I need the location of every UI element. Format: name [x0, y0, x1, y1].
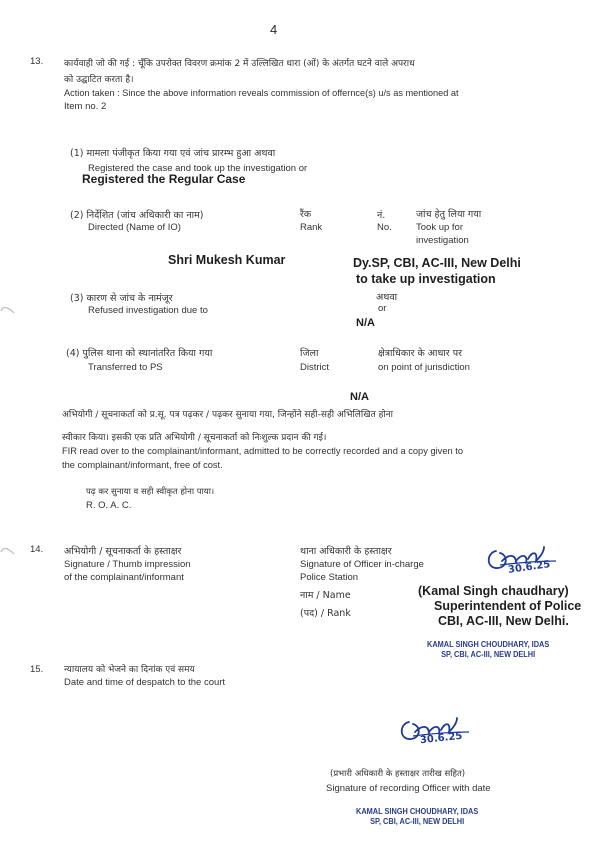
item-14-mid-english-1: Signature of Officer in-charge: [300, 559, 424, 570]
fir-hindi-line2: स्वीकार किया। इसकी एक प्रति अभियोगी / सूचनाकर्ता को निःशुल्क प्रदान की गई।: [62, 433, 327, 443]
sub3-value: N/A: [356, 317, 375, 329]
fir-english-line2: the complainant/informant, free of cost.: [62, 460, 223, 470]
item-14-mid-english-2: Police Station: [300, 572, 359, 583]
scan-edge-mark-bottom: [0, 541, 16, 560]
sub2-took-english-2: investigation: [416, 235, 469, 246]
officer-stamp-2-line1: KAMAL SINGH CHOUDHARY, IDAS: [356, 807, 479, 816]
sub2-hindi: (2) निर्देशित (जांच अधिकारी का नाम): [70, 210, 204, 221]
item-13-english-line2: Item no. 2: [64, 101, 107, 112]
officer-stamp-1-line2: SP, CBI, AC-III, NEW DELHI: [441, 650, 536, 659]
officer-name: (Kamal Singh chaudhary): [418, 584, 569, 598]
sub1-bold-registered: Registered the Regular Case: [82, 172, 246, 186]
sub1-english: Registered the case and took up the investigation or: [88, 163, 308, 174]
item-15-english: Date and time of despatch to the court: [64, 677, 226, 688]
sub4-district-english: District: [300, 362, 330, 373]
sub4-jurisdiction-hindi: क्षेत्राधिकार के आधार पर: [378, 348, 462, 359]
sub1-hindi: (1) मामला पंजीकृत किया गया एवं जांच प्रारम्भ हुआ अथवा: [70, 148, 276, 159]
officer-stamp-2-line2: SP, CBI, AC-III, NEW DELHI: [370, 817, 465, 826]
sub4-value: N/A: [350, 391, 369, 403]
fir-english-line1: FIR read over to the complainant/informant, admitted to be correctly recorded and a copy given to: [62, 446, 464, 456]
item-14-left-english-2: of the complainant/informant: [64, 572, 184, 583]
scan-edge-mark-top: [0, 300, 16, 319]
item-15-hindi: न्यायालय को भेजने का दिनांक एवं समय: [64, 665, 195, 675]
item-14-mid-hindi: थाना अधिकारी के हस्ताक्षर: [300, 546, 392, 557]
item-14-name-label: नाम / Name: [300, 590, 351, 601]
footer-hindi: (प्रभारी अधिकारी के हस्ताक्षर तारीख सहित): [330, 769, 466, 779]
footer-english: Signature of recording Officer with date: [326, 783, 491, 794]
item-14-left-english-1: Signature / Thumb impression: [64, 559, 191, 570]
roac-hindi: पढ़ कर सुनाया व सही स्वीकृत होना पाया।: [86, 487, 215, 497]
sub4-english: Transferred to PS: [88, 362, 163, 373]
io-name: Shri Mukesh Kumar: [168, 253, 286, 267]
officer-stamp-1: [427, 640, 549, 660]
item-13-number: 13.: [30, 56, 44, 67]
roac-english: R. O. A. C.: [86, 500, 132, 511]
officer-title: Superintendent of Police: [434, 599, 582, 613]
io-rank-line1: Dy.SP, CBI, AC-III, New Delhi: [353, 256, 521, 270]
item-13-english-line1: Action taken : Since the above information reveals commission of offernce(s) u/s as mentioned at: [64, 88, 459, 98]
sub2-rank-hindi: रैंक: [300, 209, 312, 220]
sub2-rank-english: Rank: [300, 222, 323, 233]
sub4-hindi: (4) पुलिस थाना को स्थानांतरित किया गया: [66, 348, 213, 359]
sub3-or-hindi: अथवा: [376, 292, 398, 303]
signature-date-sp: 30.6.25: [507, 559, 551, 576]
item-14-rank-label: (पद) / Rank: [300, 608, 351, 619]
sub4-district-hindi: जिला: [300, 348, 319, 359]
page-number: 4: [270, 22, 278, 37]
item-13-hindi-line2: को उद्घाटित करता है।: [64, 75, 134, 85]
sub2-no-hindi: नं.: [377, 210, 386, 221]
signature-date-recording-officer: 30.6.25: [419, 730, 463, 747]
item-14-number: 14.: [30, 544, 44, 555]
item-13-hindi-line1: कार्यवाही जो की गई : चूँकि उपरोक्त विवरण क्रमांक 2 में उल्लिखित धारा (ओं) के अंतर्गत घटने वाले अपराध: [64, 59, 415, 69]
officer-office: CBI, AC-III, New Delhi.: [438, 614, 569, 628]
sub2-english: Directed (Name of IO): [88, 222, 181, 233]
sub2-no-english: No.: [377, 222, 392, 233]
item-15-number: 15.: [30, 664, 44, 675]
fir-hindi-line1: अभियोगी / सूचनाकर्ता को प्र.सू. पत्र पढ़कर / पढ़कर सुनाया गया, जिन्होंने सही-सही अभिलिखित होना: [62, 410, 393, 420]
officer-stamp-1-line1: KAMAL SINGH CHOUDHARY, IDAS: [427, 640, 550, 649]
item-14-left-hindi: अभियोगी / सूचनाकर्ता के हस्ताक्षर: [64, 546, 182, 557]
io-rank-line2: to take up investigation: [356, 272, 496, 286]
sub3-or-english: or: [378, 303, 387, 314]
sub2-took-english-1: Took up for: [416, 222, 463, 233]
sub3-hindi: (3) कारण से जांच के नामंजूर: [70, 293, 173, 304]
sub3-english: Refused investigation due to: [88, 305, 208, 316]
officer-stamp-2: [356, 807, 478, 827]
sub2-took-hindi: जांच हेतु लिया गया: [416, 209, 482, 220]
sub4-jurisdiction-english: on point of jurisdiction: [378, 362, 470, 373]
